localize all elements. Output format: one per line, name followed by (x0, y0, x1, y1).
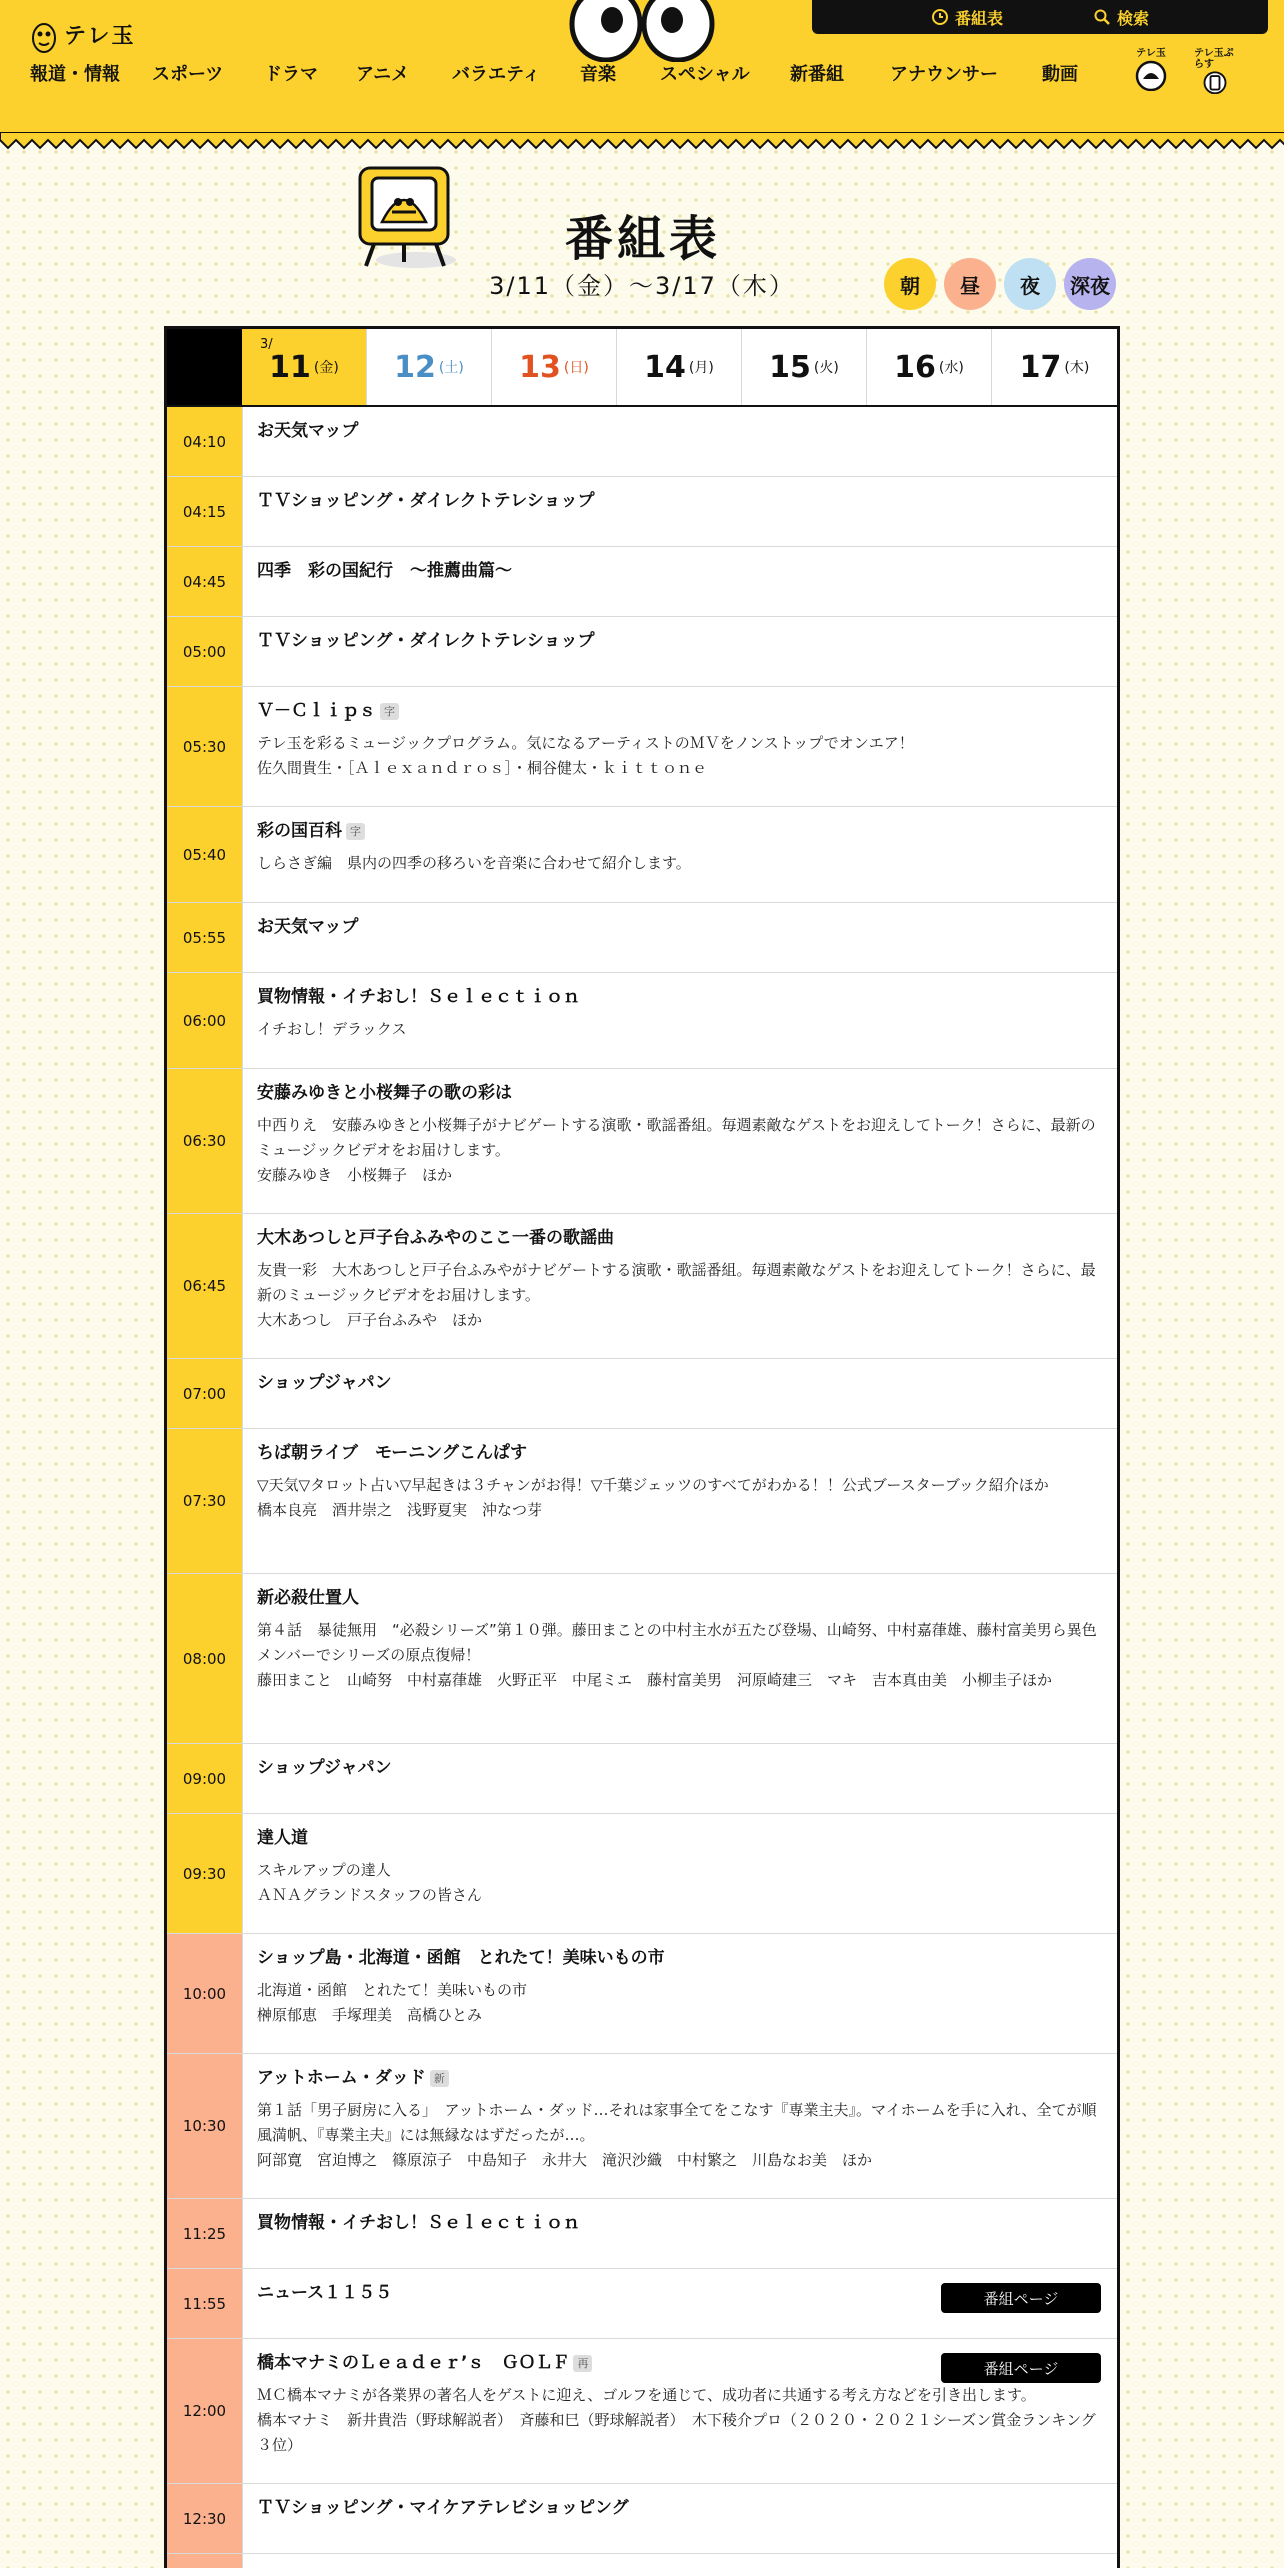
clock-icon (931, 8, 949, 26)
program-title-line (257, 1586, 1103, 1610)
nav-item-anime[interactable]: アニメ (356, 64, 410, 85)
site-logo[interactable] (30, 14, 136, 54)
program-cast: 藤田まこと 山崎努 中村嘉葎雄 火野正平 中尾ミエ 藤村富美男 河原崎建三 マキ 吉本真由美 小柳圭子ほか (257, 1671, 1053, 1689)
program-description: イチおし！デラックス (257, 1020, 407, 1038)
program-start-time: 07:00 (167, 1359, 243, 1428)
program-start-time: 05:55 (167, 903, 243, 972)
program-cast: 阿部寛 宮迫博之 篠原涼子 中島知子 永井大 滝沢沙織 中村繁之 川島なお美 ほか (257, 2151, 873, 2169)
logo-text: テレ玉 (64, 23, 136, 49)
mascot-eyes-icon (568, 0, 716, 62)
program-title-line (257, 1371, 1103, 1395)
program-title-line (257, 489, 1103, 513)
nav-item-music[interactable]: 音楽 (580, 64, 616, 85)
program-title: ＴＶショッピング・ダイレクトテレショップ (257, 631, 595, 651)
program-description: 第４話 暴徒無用 “必殺シリーズ”第１０弾。藤田まことの中村主水が五たび登場、山崎努、中村嘉葎雄、藤村富美男ら異色メンバーでシリーズの原点復帰！ (257, 1621, 1097, 1664)
program-row[interactable] (167, 1574, 1117, 1744)
program-row[interactable] (167, 1429, 1117, 1574)
nav-item-variety[interactable]: バラエティ (452, 64, 541, 85)
program-row[interactable] (167, 1069, 1117, 1214)
day-tab-15[interactable] (742, 329, 867, 405)
program-start-time: 07:30 (167, 1429, 243, 1573)
search-link[interactable] (1093, 6, 1149, 29)
filter-night-button[interactable]: 夜 (1004, 258, 1056, 310)
program-row[interactable] (167, 547, 1117, 617)
program-details (243, 2054, 1117, 2198)
program-title: ショップジャパン (257, 1373, 392, 1393)
program-row[interactable] (167, 1934, 1117, 2054)
program-row[interactable] (167, 903, 1117, 973)
program-tag-badge: 字 (380, 703, 399, 720)
program-details (243, 1814, 1117, 1933)
program-title: お天気マップ (257, 421, 359, 441)
nav-item-new-programs[interactable]: 新番組 (790, 64, 844, 85)
program-title-line (257, 559, 1103, 583)
program-title: ちば朝ライブ モーニングこんぱす (257, 1443, 527, 1463)
day-tab-16[interactable] (867, 329, 992, 405)
program-title-line (257, 2066, 1103, 2090)
teletama-plus-badge[interactable] (1194, 48, 1236, 94)
program-title-line (257, 2211, 1103, 2235)
search-label: 検索 (1117, 8, 1150, 28)
day-tab-weekday: (水) (938, 360, 964, 376)
program-description: 第１話「男子厨房に入る」 アットホーム・ダッド…それは家事全てをこなす『専業主夫』。マイホームを手に入れ、全てが順風満帆、『専業主夫』には無縁なはずだったが…。 (257, 2101, 1097, 2144)
program-start-time: 05:40 (167, 807, 243, 902)
program-page-button[interactable]: 番組ページ (941, 2353, 1101, 2383)
program-title: 安藤みゆきと小桜舞子の歌の彩は (257, 1083, 512, 1103)
program-tag-badge: 字 (346, 823, 365, 840)
program-page-button[interactable]: 番組ページ (941, 2283, 1101, 2313)
day-tab-weekday: (火) (813, 360, 839, 376)
program-title-line (257, 2496, 1103, 2520)
program-title-line (257, 1756, 1103, 1780)
program-start-time: 09:00 (167, 1744, 243, 1813)
program-rows (167, 407, 1117, 2568)
mascot-badge-icon (1133, 59, 1169, 91)
nav-item-drama[interactable]: ドラマ (264, 64, 318, 85)
day-tabs-corner (167, 329, 242, 405)
program-title-line (257, 915, 1103, 939)
program-details (243, 617, 1117, 686)
program-title: ショップジャパン (257, 1758, 392, 1778)
program-start-time: 08:00 (167, 1574, 243, 1743)
program-description: スキルアップの達人 (257, 1861, 391, 1879)
program-title: 彩の国百科 (257, 821, 342, 841)
day-tab-12[interactable] (367, 329, 492, 405)
day-tabs (167, 329, 1117, 407)
program-start-time: 05:00 (167, 617, 243, 686)
program-cast: 大木あつし 戸子台ふみや ほか (257, 1311, 483, 1329)
teletama-mascot-icon (30, 14, 58, 54)
program-description: 友貴一彩 大木あつしと戸子台ふみやがナビゲートする演歌・歌謡番組。毎週素敵なゲストをお迎えしてトーク！さらに、最新のミュージックビデオをお届けします。 (257, 1261, 1096, 1304)
site-header (0, 0, 1284, 140)
program-details (243, 2339, 1117, 2483)
program-description: 中西りえ 安藤みゆきと小桜舞子がナビゲートする演歌・歌謡番組。毎週素敵なゲストをお迎えしてトーク！さらに、最新のミュージックビデオをお届けします。 (257, 1116, 1096, 1159)
day-tab-date: 17 (1019, 349, 1062, 385)
filter-morning-button[interactable]: 朝 (884, 258, 936, 310)
program-details (243, 1744, 1117, 1813)
program-details (243, 2484, 1117, 2553)
page-title: 番組表 (564, 211, 721, 267)
time-of-day-filters (884, 258, 1116, 310)
day-tab-weekday: (金) (313, 360, 339, 376)
program-start-time: 09:30 (167, 1814, 243, 1933)
search-icon (1093, 8, 1111, 26)
program-row[interactable] (167, 973, 1117, 1069)
program-cast: 安藤みゆき 小桜舞子 ほか (257, 1166, 453, 1184)
program-title-line (257, 419, 1103, 443)
program-details (243, 407, 1117, 476)
program-title-line (257, 1081, 1103, 1105)
program-title: アットホーム・ダッド (257, 2068, 426, 2088)
program-details (243, 687, 1117, 806)
program-title: Ｖ－Ｃｌｉｐｓ (257, 701, 376, 721)
program-details (243, 1359, 1117, 1428)
program-title: 大木あつしと戸子台ふみやのここ一番の歌謡曲 (257, 1228, 614, 1248)
program-start-time: 06:30 (167, 1069, 243, 1213)
program-start-time: 04:15 (167, 477, 243, 546)
program-tag-badge: 再 (573, 2355, 592, 2372)
program-start-time: 10:30 (167, 2054, 243, 2198)
program-guide-label: 番組表 (954, 8, 1003, 28)
day-tab-17[interactable] (992, 329, 1117, 405)
program-details (243, 2269, 1117, 2338)
program-details (243, 1069, 1117, 1213)
program-title: ニュース１１５５ (257, 2283, 393, 2303)
nav-badges (1130, 48, 1236, 94)
header-zigzag-edge (0, 132, 1284, 152)
program-details (243, 1214, 1117, 1358)
program-row[interactable] (167, 407, 1117, 477)
program-start-time: 11:25 (167, 2199, 243, 2268)
main-nav (30, 58, 1102, 88)
program-details (243, 477, 1117, 546)
program-description: ▽天気▽タロット占い▽早起きは３チャンがお得！▽千葉ジェッツのすべてがわかる！！公式ブースターブック紹介ほか (257, 1476, 1049, 1494)
tv-mascot-icon (352, 166, 464, 270)
date-range: 3/11（金）〜3/17（木） (489, 272, 795, 300)
day-tab-date: 16 (894, 349, 936, 385)
program-start-time: 06:45 (167, 1214, 243, 1358)
day-tab-weekday: (日) (563, 360, 589, 376)
program-cast: ＡＮＡグランドスタッフの皆さん (257, 1886, 482, 1904)
day-tab-date: 15 (769, 349, 811, 385)
nav-item-special[interactable]: スペシャル (660, 64, 750, 85)
program-title-line (257, 629, 1103, 653)
nav-item-sports[interactable]: スポーツ (152, 64, 224, 85)
day-tab-weekday: (月) (688, 360, 714, 376)
program-description: 北海道・函館 とれたて！美味いもの市 (257, 1981, 528, 1999)
program-cast: 佐久間貴生・［Ａｌｅｘａｎｄｒｏｓ］・桐谷健太・ｋｉｔｔｏｎｅ (257, 759, 708, 777)
program-start-time: 10:00 (167, 1934, 243, 2053)
program-details (243, 2554, 1117, 2568)
program-title-line (257, 1226, 1103, 1250)
program-title-line (257, 1441, 1103, 1465)
program-start-time: 11:55 (167, 2269, 243, 2338)
program-details (243, 973, 1117, 1068)
program-row[interactable] (167, 1214, 1117, 1359)
program-details (243, 547, 1117, 616)
teletama-badge[interactable] (1130, 48, 1172, 94)
program-description: しらさぎ編 県内の四季の移ろいを音楽に合わせて紹介します。 (257, 854, 691, 872)
day-tab-date: 14 (644, 349, 686, 385)
day-tab-date: 12 (394, 349, 436, 385)
day-tab-11[interactable] (242, 329, 367, 405)
program-start-time: 12:00 (167, 2339, 243, 2483)
program-guide-link[interactable] (931, 6, 1003, 29)
program-row[interactable] (167, 477, 1117, 547)
program-row[interactable] (167, 1814, 1117, 1934)
program-row[interactable] (167, 2054, 1117, 2199)
program-title: お天気マップ (257, 917, 359, 937)
program-description: テレ玉を彩るミュージックプログラム。気になるアーティストのＭＶをノンストップでオンエア！ (257, 734, 914, 752)
program-title: 買物情報・イチおし！Ｓｅｌｅｃｔｉｏｎ (257, 2213, 580, 2233)
day-tab-weekday: (土) (438, 360, 464, 376)
filter-daytime-button[interactable]: 昼 (944, 258, 996, 310)
program-details (243, 1574, 1117, 1743)
program-row[interactable] (167, 1359, 1117, 1429)
program-tag-badge: 新 (430, 2070, 449, 2087)
program-title-line (257, 985, 1103, 1009)
program-title-line (257, 699, 1103, 723)
program-start-time: 04:45 (167, 547, 243, 616)
program-start-time: 05:30 (167, 687, 243, 806)
program-row[interactable] (167, 2484, 1117, 2554)
program-details (243, 1429, 1117, 1573)
program-row[interactable] (167, 807, 1117, 903)
program-row[interactable] (167, 1744, 1117, 1814)
program-details (243, 2199, 1117, 2268)
program-start-time: 12:30 (167, 2484, 243, 2553)
program-schedule (164, 326, 1120, 2568)
program-title: 買物情報・イチおし！Ｓｅｌｅｃｔｉｏｎ (257, 987, 580, 1007)
day-tab-13[interactable] (492, 329, 617, 405)
program-start-time (167, 2554, 243, 2568)
program-cast: 橋本マナミ 新井貴浩（野球解説者） 斉藤和巳（野球解説者） 木下稜介プロ（２０２０・２０２１シーズン賞金ランキング３位） (257, 2411, 1096, 2454)
program-row[interactable] (167, 2339, 1117, 2484)
program-title: 新必殺仕置人 (257, 1588, 359, 1608)
nav-item-announcers[interactable]: アナウンサー (890, 64, 998, 85)
program-cast: 榊原郁恵 手塚理美 高橋ひとみ (257, 2006, 483, 2024)
day-tab-month: 3/ (260, 337, 273, 352)
program-details (243, 1934, 1117, 2053)
program-row[interactable] (167, 2554, 1117, 2568)
program-title: 達人道 (257, 1828, 308, 1848)
program-cast: 橋本良亮 酒井崇之 浅野夏実 沖なつ芽 (257, 1501, 543, 1519)
program-row[interactable] (167, 617, 1117, 687)
program-title: 橋本マナミのＬｅａｄｅｒ’ｓ ＧＯＬＦ (257, 2353, 570, 2373)
teletama-plus-badge-label: テレ玉ぷらす (1194, 48, 1234, 70)
program-title-line (257, 819, 1103, 843)
nav-item-video[interactable]: 動画 (1042, 64, 1078, 85)
day-tab-weekday: (木) (1064, 360, 1090, 376)
program-description: ＭＣ橋本マナミが各業界の著名人をゲストに迎え、ゴルフを通じて、成功者に共通する考え方などを引き出します。 (257, 2386, 1036, 2404)
teletama-badge-label: テレ玉 (1136, 48, 1166, 59)
program-row[interactable] (167, 2199, 1117, 2269)
program-row[interactable] (167, 687, 1117, 807)
nav-item-news[interactable]: 報道・情報 (30, 64, 120, 85)
program-title: ショップ島・北海道・函館 とれたて！美味いもの市 (257, 1948, 665, 1968)
program-start-time: 06:00 (167, 973, 243, 1068)
phone-badge-icon (1197, 70, 1233, 94)
program-row[interactable] (167, 2269, 1117, 2339)
program-title: ＴＶショッピング・ダイレクトテレショップ (257, 491, 595, 511)
program-title: ＴＶショッピング・マイケアテレビショッピング (257, 2498, 629, 2518)
day-tab-14[interactable] (617, 329, 742, 405)
day-tab-date: 13 (519, 349, 561, 385)
day-tab-date: 11 (269, 349, 311, 385)
utility-bar (812, 0, 1268, 34)
filter-late-night-button[interactable]: 深夜 (1064, 258, 1116, 310)
program-start-time: 04:10 (167, 407, 243, 476)
program-title-line (257, 1946, 1103, 1970)
program-details (243, 807, 1117, 902)
program-title: 四季 彩の国紀行 ～推薦曲篇～ (257, 561, 512, 581)
program-title-line (257, 1826, 1103, 1850)
program-details (243, 903, 1117, 972)
